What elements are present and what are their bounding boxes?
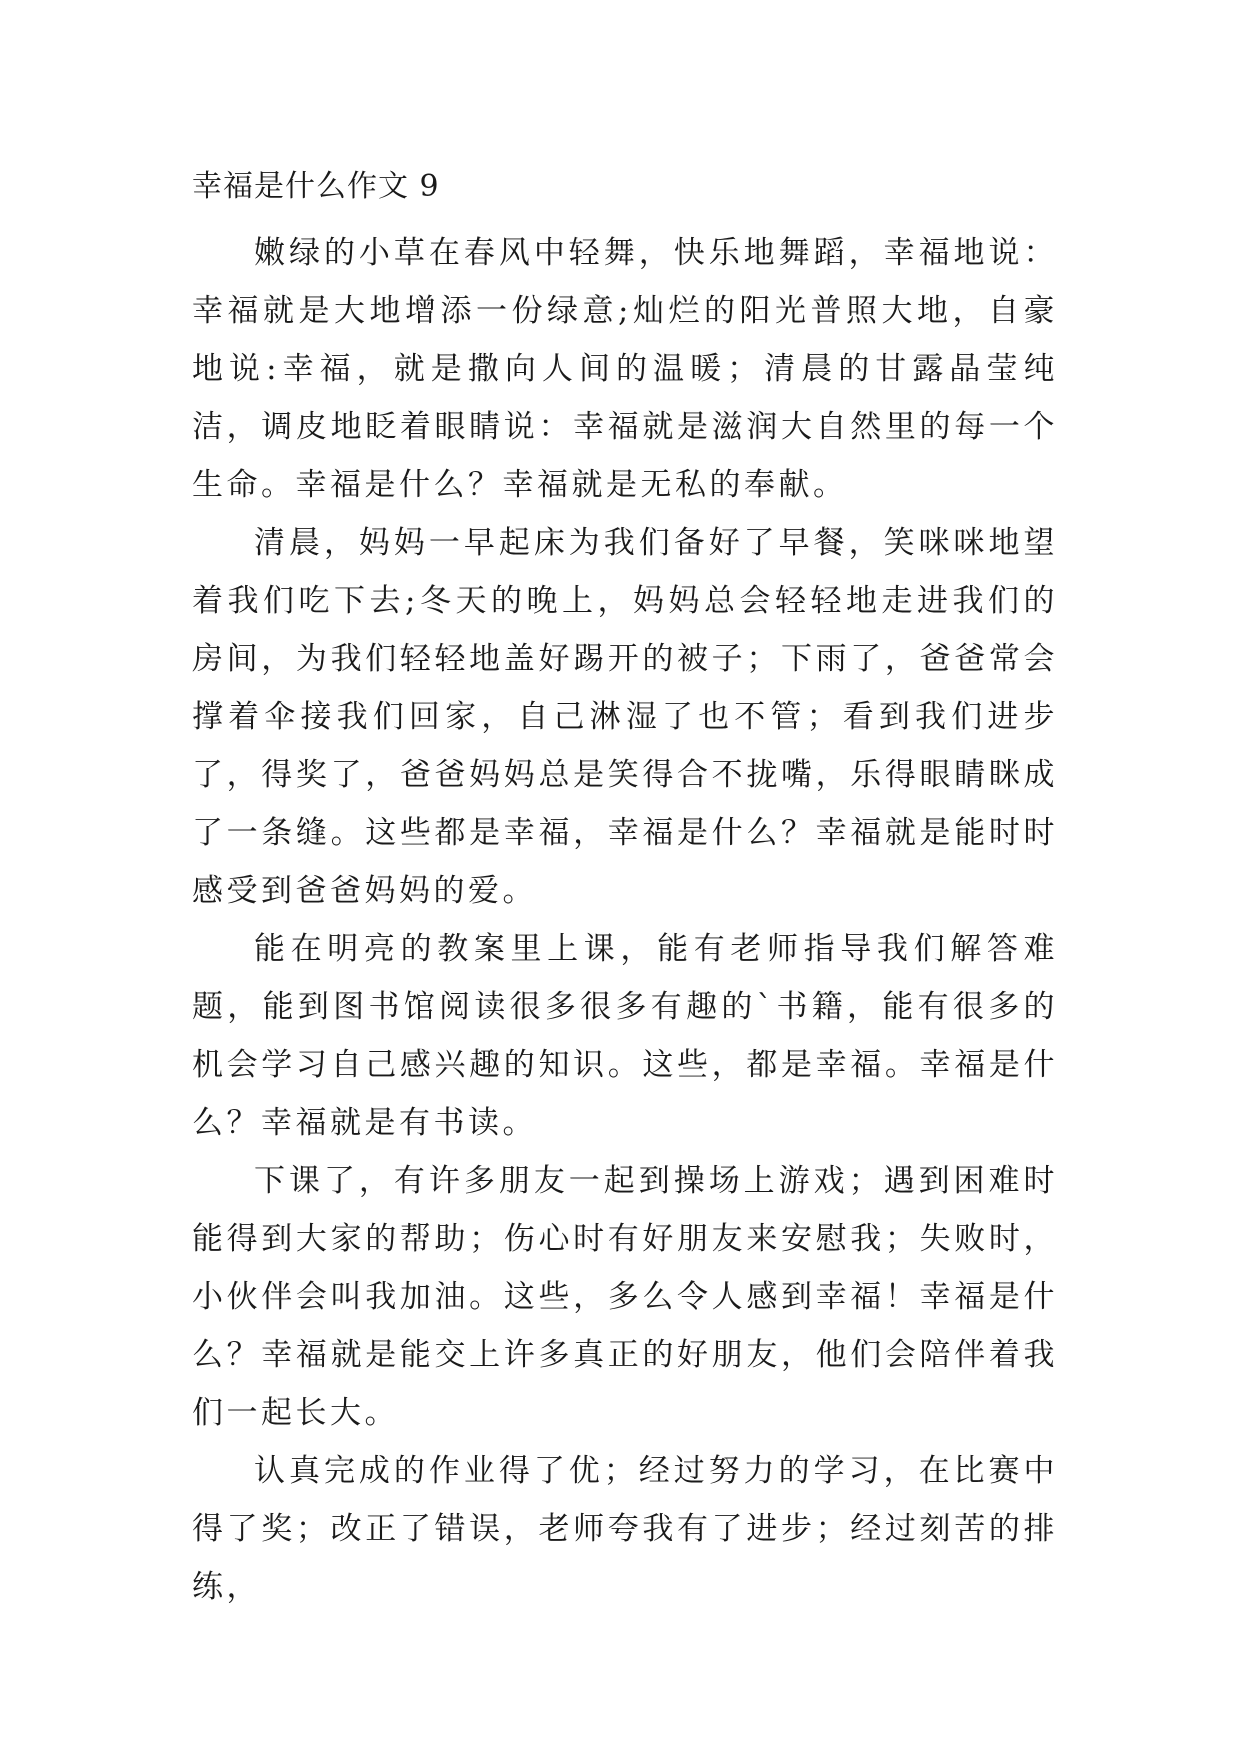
paragraph-4: 下课了，有许多朋友一起到操场上游戏；遇到困难时能得到大家的帮助；伤心时有好朋友来安慰我；失败时，小伙伴会叫我加油。这些，多么令人感到幸福！幸福是什么？幸福就是能交上许多真正的好朋友，他们会陪伴着我们一起长大。	[192, 1163, 1058, 1431]
paragraph-5: 认真完成的作业得了优；经过努力的学习，在比赛中得了奖；改正了错误，老师夸我有了进步；经过刻苦的排练，	[192, 1453, 1058, 1605]
document-title: 幸福是什么作文 9	[192, 169, 440, 204]
paragraph-1: 嫩绿的小草在春风中轻舞，快乐地舞蹈，幸福地说：幸福就是大地增添一份绿意;灿烂的阳光普照大地，自豪地说:幸福，就是撒向人间的温暖；清晨的甘露晶莹纯洁，调皮地眨着眼睛说：幸福就是滋润大自然里的每一个生命。幸福是什么？幸福就是无私的奉献。	[192, 235, 1058, 503]
paragraph-3: 能在明亮的教案里上课，能有老师指导我们解答难题，能到图书馆阅读很多很多有趣的`书籍，能有很多的机会学习自己感兴趣的知识。这些，都是幸福。幸福是什么？幸福就是有书读。	[192, 931, 1058, 1141]
paragraph-2: 清晨，妈妈一早起床为我们备好了早餐，笑咪咪地望着我们吃下去;冬天的晚上，妈妈总会轻轻地走进我们的房间，为我们轻轻地盖好踢开的被子；下雨了，爸爸常会撑着伞接我们回家，自己淋湿了也不管；看到我们进步了，得奖了，爸爸妈妈总是笑得合不拢嘴，乐得眼睛眯成了一条缝。这些都是幸福，幸福是什么？幸福就是能时时感受到爸爸妈妈的爱。	[192, 525, 1058, 909]
document-body	[192, 224, 1058, 1616]
